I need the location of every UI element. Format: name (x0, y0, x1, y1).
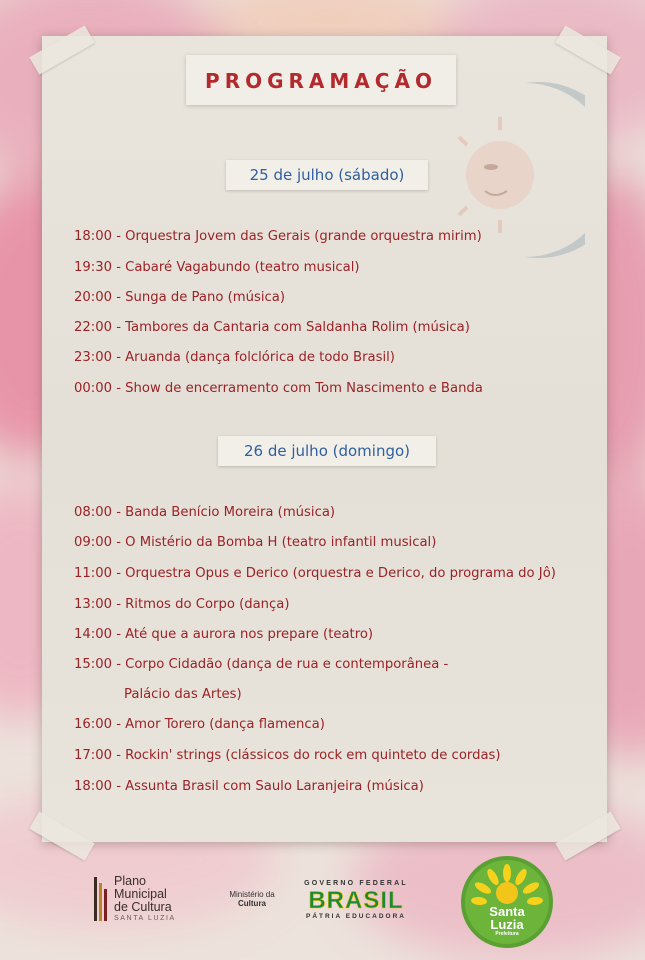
schedule-item: 08:00 - Banda Benício Moreira (música) (74, 505, 336, 520)
governo-federal-logo (294, 880, 418, 922)
governo-brasil: BRASIL (308, 887, 404, 914)
schedule-item: 00:00 - Show de encerramento com Tom Nascimento e Banda (74, 381, 483, 396)
schedule-item: 23:00 - Aruanda (dança folclórica de todo Brasil) (74, 350, 395, 365)
schedule-item: 11:00 - Orquestra Opus e Derico (orquestra e Derico, do programa do Jô) (74, 566, 556, 581)
ministerio-line1: Ministério da (229, 890, 275, 899)
schedule-item: 09:00 - O Mistério da Bomba H (teatro infantil musical) (74, 535, 437, 550)
schedule-item: 18:00 - Orquestra Jovem das Gerais (grande orquestra mirim) (74, 229, 482, 244)
plano-municipal-logo (94, 875, 204, 935)
plano-line3: de Cultura (114, 900, 172, 914)
schedule-item: 20:00 - Sunga de Pano (música) (74, 290, 285, 305)
santa-luzia-line1: Santa (489, 904, 525, 919)
schedule-item: 13:00 - Ritmos do Corpo (dança) (74, 597, 290, 612)
santa-luzia-logo (460, 855, 554, 949)
schedule-item: 19:30 - Cabaré Vagabundo (teatro musical) (74, 260, 360, 275)
schedule-item: 17:00 - Rockin' strings (clássicos do rock em quinteto de cordas) (74, 748, 501, 763)
schedule-item: 18:00 - Assunta Brasil com Saulo Laranjeira (música) (74, 779, 424, 794)
schedule-item: 16:00 - Amor Torero (dança flamenca) (74, 717, 325, 732)
plano-line4: SANTA LUZIA (114, 915, 176, 922)
schedule-item: 22:00 - Tambores da Cantaria com Saldanha Rolim (música) (74, 320, 470, 335)
day2-date-banner (218, 436, 436, 466)
day1-date: 25 de julho (sábado) (249, 166, 405, 184)
schedule-item: 15:00 - Corpo Cidadão (dança de rua e contemporânea - (74, 657, 449, 672)
santa-luzia-line2: Luzia (490, 917, 524, 932)
ministerio-line2: Cultura (238, 899, 266, 908)
ministerio-cultura-logo (222, 890, 282, 908)
schedule-item-continuation: Palácio das Artes) (124, 687, 242, 702)
title-banner (186, 55, 456, 105)
santa-luzia-line3: Prefeitura (495, 931, 519, 937)
governo-bottom: PÁTRIA EDUCADORA (305, 913, 406, 920)
plano-logo-bars-icon (94, 877, 108, 921)
plano-line1: Plano (114, 874, 146, 888)
page-title: PROGRAMAÇÃO (205, 69, 437, 93)
day1-date-banner (226, 160, 428, 190)
governo-top: GOVERNO FEDERAL (304, 880, 408, 887)
plano-line2: Municipal (114, 887, 167, 901)
day2-date: 26 de julho (domingo) (243, 442, 411, 460)
schedule-item: 14:00 - Até que a aurora nos prepare (teatro) (74, 627, 374, 642)
